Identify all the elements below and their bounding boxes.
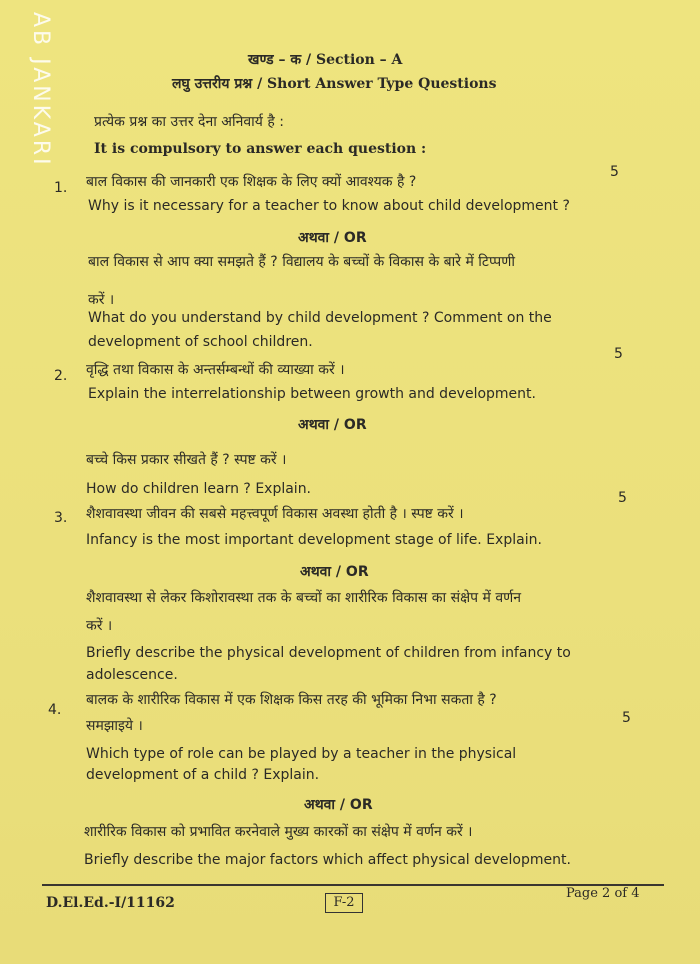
- question-english-cont: development of a child ? Explain.: [86, 767, 320, 783]
- question-marks: 5: [610, 164, 619, 180]
- question-number: 3.: [54, 510, 68, 526]
- paper-code: D.El.Ed.-I/11162: [46, 895, 175, 911]
- or-question-english: How do children learn ? Explain.: [86, 481, 312, 497]
- question-hindi: बालक के शारीरिक विकास में एक शिक्षक किस तरह की भूमिका निभा सकता है ?: [86, 692, 497, 708]
- question-english: Why is it necessary for a teacher to know about child development ?: [88, 198, 570, 214]
- or-question-hindi: बच्चे किस प्रकार सीखते हैं ? स्पष्ट करें ।: [86, 452, 287, 468]
- section-heading: खण्ड – क / Section – A: [248, 52, 403, 68]
- or-question-english: Briefly describe the physical development of children from infancy to: [86, 645, 571, 661]
- instruction-english: It is compulsory to answer each question :: [94, 141, 427, 157]
- or-question-hindi: बाल विकास से आप क्या समझते हैं ? विद्यालय के बच्चों के विकास के बारे में टिप्पणी: [88, 254, 515, 270]
- question-marks: 5: [618, 490, 627, 506]
- question-english: Explain the interrelationship between growth and development.: [88, 386, 536, 402]
- form-code-box: F-2: [325, 893, 363, 913]
- or-question-english-cont: development of school children.: [88, 334, 313, 350]
- question-hindi: शैशवावस्था जीवन की सबसे महत्त्वपूर्ण विकास अवस्था होती है । स्पष्ट करें ।: [86, 506, 464, 522]
- instruction-hindi: प्रत्येक प्रश्न का उत्तर देना अनिवार्य है :: [94, 114, 284, 130]
- question-number: 1.: [54, 180, 68, 196]
- or-question-hindi: शैशवावस्था से लेकर किशोरावस्था तक के बच्चों का शारीरिक विकास का संक्षेप में वर्णन: [86, 590, 522, 606]
- page-number: Page 2 of 4: [566, 886, 640, 901]
- section-subtitle: लघु उत्तरीय प्रश्न / Short Answer Type Questions: [172, 76, 497, 92]
- question-hindi: बाल विकास की जानकारी एक शिक्षक के लिए क्यों आवश्यक है ?: [86, 174, 417, 190]
- question-english: Infancy is the most important development stage of life. Explain.: [86, 532, 542, 548]
- question-marks: 5: [622, 710, 631, 726]
- or-question-hindi-cont: करें ।: [88, 292, 115, 308]
- or-question-english-cont: adolescence.: [86, 667, 178, 683]
- question-number: 2.: [54, 368, 68, 384]
- watermark-text: AB JANKARI: [28, 12, 53, 168]
- question-hindi: वृद्धि तथा विकास के अन्तर्सम्बन्धों की व्याख्या करें ।: [86, 362, 345, 378]
- or-label: अथवा / OR: [298, 230, 367, 246]
- or-question-english: What do you understand by child development ? Comment on the: [88, 310, 552, 326]
- or-label: अथवा / OR: [304, 797, 373, 813]
- question-marks: 5: [614, 346, 623, 362]
- or-label: अथवा / OR: [298, 417, 367, 433]
- or-label: अथवा / OR: [300, 564, 369, 580]
- question-english: Which type of role can be played by a teacher in the physical: [86, 746, 517, 762]
- question-number: 4.: [48, 702, 62, 718]
- or-question-hindi-cont: करें ।: [86, 618, 113, 634]
- question-hindi-cont: समझाइये ।: [86, 718, 143, 734]
- or-question-english: Briefly describe the major factors which affect physical development.: [84, 852, 571, 868]
- or-question-hindi: शारीरिक विकास को प्रभावित करनेवाले मुख्य कारकों का संक्षेप में वर्णन करें ।: [84, 824, 473, 840]
